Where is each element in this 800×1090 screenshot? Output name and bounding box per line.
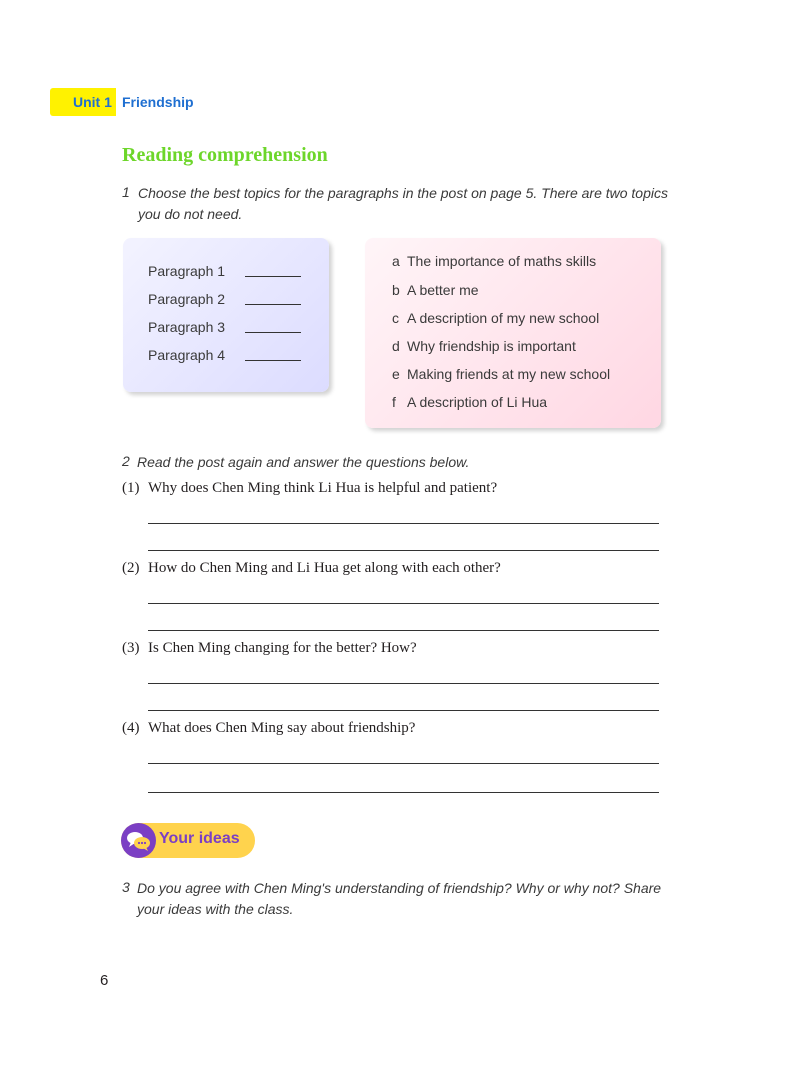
topic-item [392, 394, 547, 410]
question-text: What does Chen Ming say about friendship? [148, 720, 416, 736]
topic-letter: c [392, 310, 399, 326]
topic-text: The importance of maths skills [407, 253, 597, 269]
answer-line[interactable] [148, 550, 659, 551]
question-text: Is Chen Ming changing for the better? How? [148, 640, 417, 656]
question-item [122, 560, 501, 577]
paragraph-answer-blank[interactable] [245, 360, 301, 361]
topic-text: Making friends at my new school [407, 366, 611, 382]
question-text: How do Chen Ming and Li Hua get along with each other? [148, 560, 501, 576]
paragraph-answer-blank[interactable] [245, 276, 301, 277]
q1-instruction-line1: Choose the best topics for the paragraphs in the post on page 5. There are two topics [138, 185, 668, 201]
topic-letter: f [392, 394, 396, 410]
speech-bubbles-icon [121, 823, 156, 858]
question-number: (1) [122, 480, 140, 496]
paragraph-answer-blank[interactable] [245, 304, 301, 305]
question-text: Why does Chen Ming think Li Hua is helpful and patient? [148, 480, 498, 496]
section-title: Reading comprehension [122, 144, 328, 166]
q1-number: 1 [122, 184, 130, 200]
topic-item [392, 282, 479, 298]
topic-item [392, 310, 599, 326]
q1-instruction-line2: you do not need. [138, 206, 243, 222]
topic-text: A description of my new school [407, 310, 600, 326]
unit-label: Unit 1 [73, 94, 112, 110]
question-item [122, 640, 417, 657]
paragraph-row [148, 291, 225, 307]
answer-line[interactable] [148, 683, 659, 684]
question-number: (4) [122, 720, 140, 736]
topic-text: A better me [407, 282, 479, 298]
question-item [122, 720, 415, 737]
question-number: (2) [122, 560, 140, 576]
unit-name: Friendship [122, 94, 194, 110]
answer-line[interactable] [148, 792, 659, 793]
topic-letter: e [392, 366, 400, 382]
paragraph-label: Paragraph 3 [148, 319, 226, 335]
answer-line[interactable] [148, 630, 659, 631]
your-ideas-label: Your ideas [159, 830, 240, 847]
question-item [122, 480, 497, 497]
answer-line[interactable] [148, 523, 659, 524]
q3-instruction-line1: Do you agree with Chen Ming's understanding of friendship? Why or why not? Share [137, 880, 662, 896]
topic-letter: b [392, 282, 400, 298]
question-number: (3) [122, 640, 140, 656]
topic-item [392, 366, 610, 382]
paragraph-label: Paragraph 4 [148, 347, 226, 363]
page-number: 6 [100, 972, 109, 989]
topic-text: A description of Li Hua [407, 394, 548, 410]
q3-number: 3 [122, 879, 130, 895]
paragraph-row [148, 263, 225, 279]
topic-letter: d [392, 338, 400, 354]
topic-item [392, 253, 596, 269]
paragraph-answer-blank[interactable] [245, 332, 301, 333]
paragraph-row [148, 347, 225, 363]
topic-letter: a [392, 253, 400, 269]
q2-number: 2 [122, 453, 130, 469]
topic-item [392, 338, 576, 354]
topic-text: Why friendship is important [407, 338, 576, 354]
answer-line[interactable] [148, 763, 659, 764]
answer-line[interactable] [148, 603, 659, 604]
paragraph-label: Paragraph 2 [148, 291, 226, 307]
q3-instruction-line2: your ideas with the class. [137, 901, 294, 917]
q2-instruction: Read the post again and answer the questions below. [137, 454, 470, 470]
paragraph-label: Paragraph 1 [148, 263, 226, 279]
paragraph-box [123, 238, 329, 392]
answer-line[interactable] [148, 710, 659, 711]
paragraph-row [148, 319, 225, 335]
